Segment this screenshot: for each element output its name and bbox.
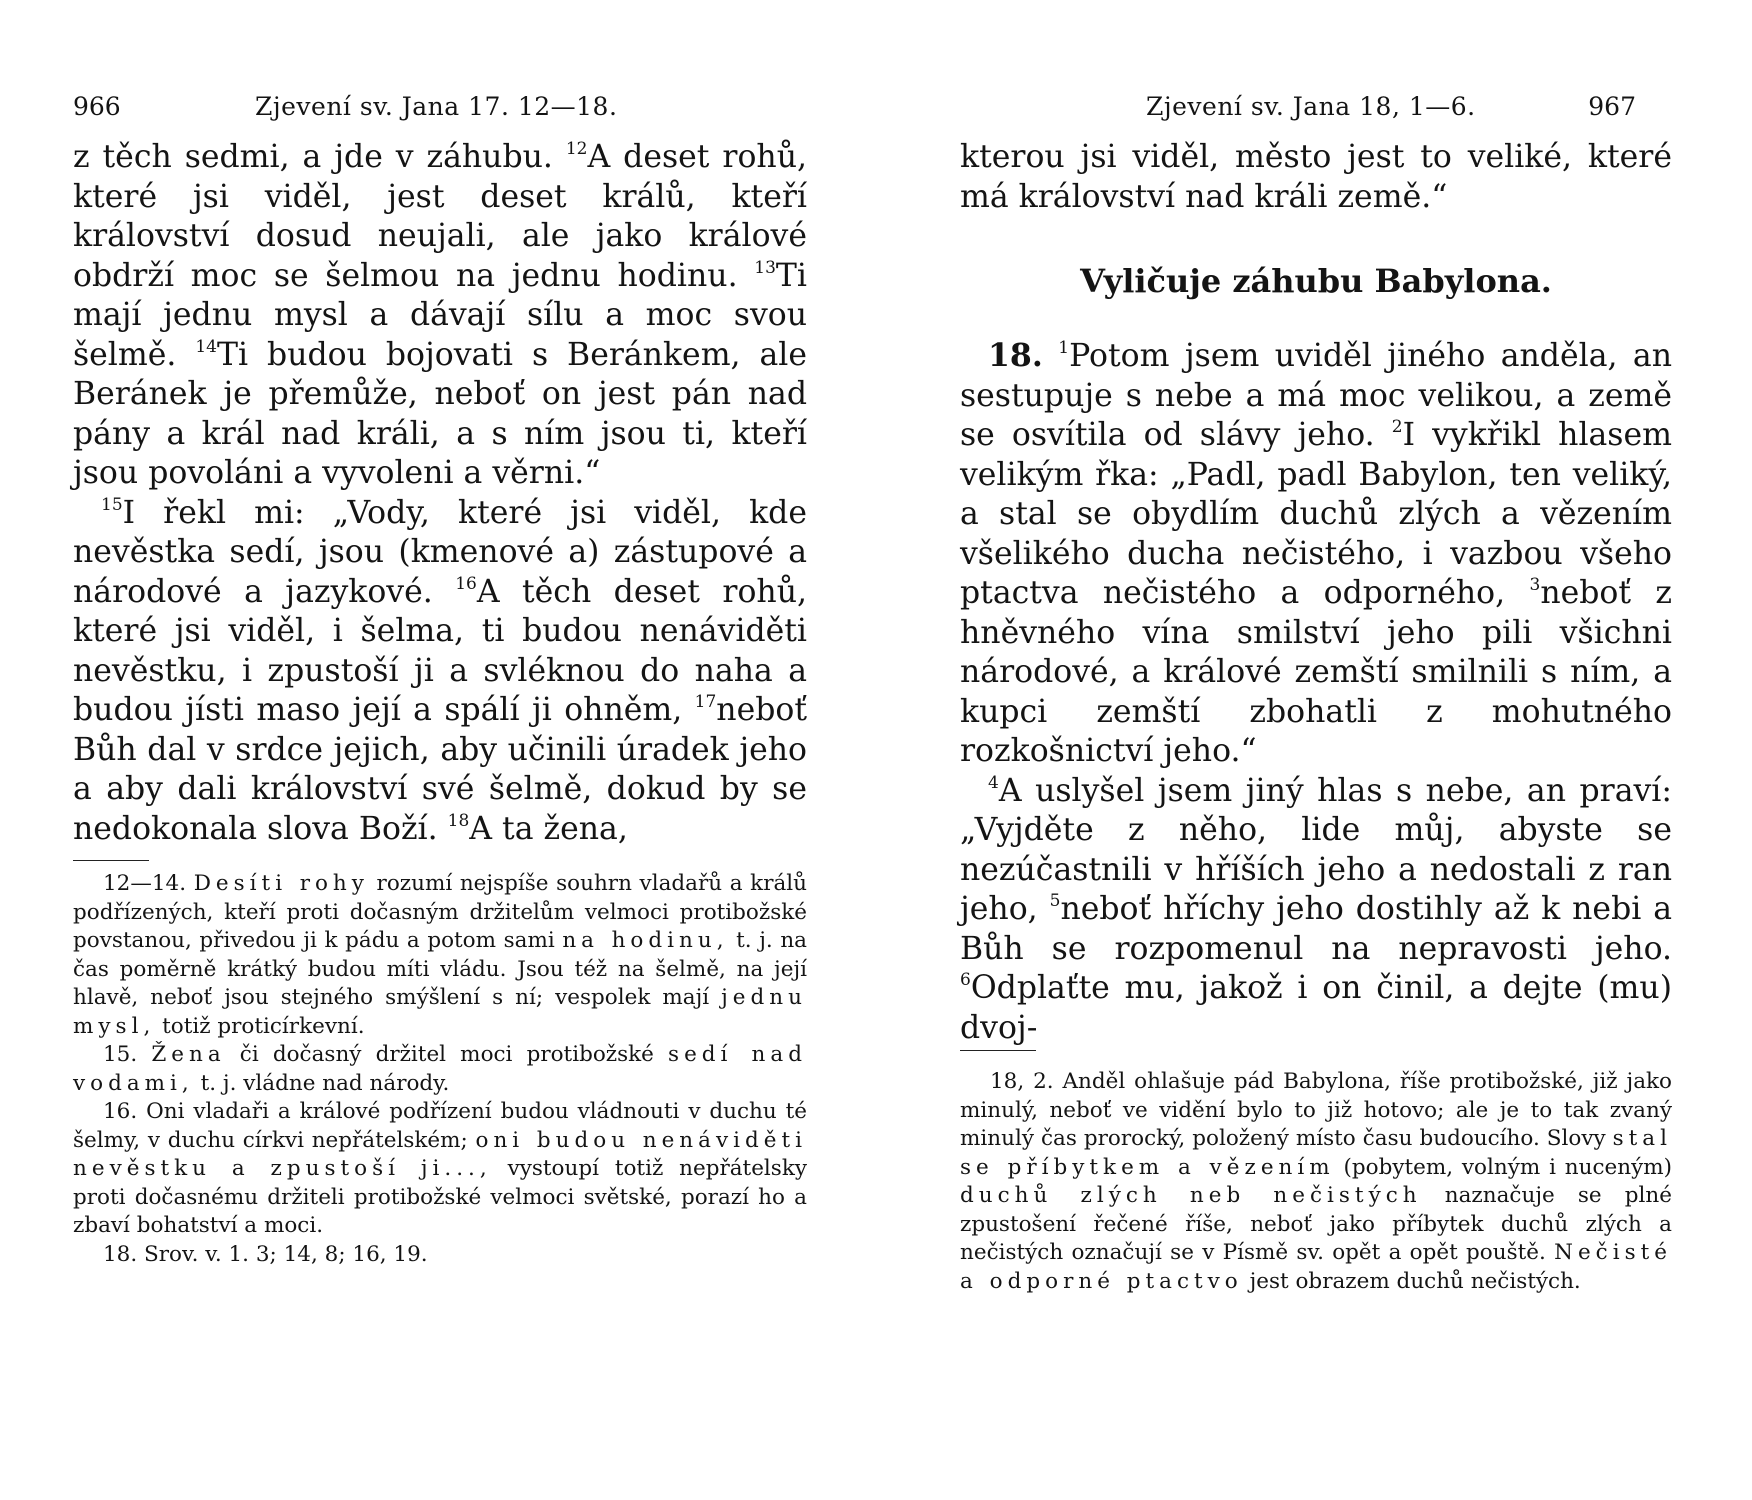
verse-number: 13	[754, 257, 776, 278]
text-run: Potom jsem uviděl jiného anděla, an sestupuje s nebe a má moc velikou, a země se osvítila od slávy jeho.	[960, 338, 1672, 453]
text-run: neboť z hněvného vína smilství jeho pili všichni národové, a králové zemští smilnili s ním, a kupci zemští zbohatli z mohutného rozkošnictví jeho.“	[960, 575, 1673, 769]
footnote	[73, 870, 807, 1041]
text-run: neboť hříchy jeho dostihly až k nebi a Bůh se rozpomenul na nepravosti jeho.	[960, 891, 1673, 967]
main-text	[960, 138, 1672, 217]
main-text-continued	[960, 336, 1672, 1048]
paragraph	[73, 494, 807, 850]
footnote-ref: 18, 2.	[990, 1069, 1063, 1094]
text-run: A těch deset rohů, které jsi viděl, i šelma, ti budou nenáviděti nevěstku, i zpustoší ji a svléknou do naha a budou jísti maso její a spálí ji ohněm,	[73, 573, 807, 728]
text-run: Nečisté a odporné ptactvo	[960, 1240, 1672, 1294]
verse-number: 18	[447, 810, 470, 831]
paragraph: kterou jsi viděl, město jest to veliké, které má království nad králi země.“	[960, 139, 1672, 215]
text-run: Anděl ohlašuje pád Babylona, říše protibožské, již jako minulý, neboť ve vidění bylo to již hotovo; ale je to tak zvaný minulý čas prorocký, položený místo času budoucího. Slovy	[960, 1069, 1672, 1151]
text-run: totiž proticírkevní.	[155, 1013, 365, 1039]
text-run: 18. Srov. v. 1. 3; 14, 8; 16, 19.	[103, 1241, 428, 1267]
verse-number: 6	[960, 970, 971, 990]
verse-number: 3	[1529, 575, 1541, 595]
text-run: jest obrazem duchů nečistých.	[1242, 1268, 1581, 1294]
text-run: Desíti rohy	[193, 871, 369, 896]
text-run: I řekl mi: „Vody, které jsi viděl, kde nevěstka sedí, jsou (kmenové a) zástupové a národové a jazykové.	[73, 494, 807, 610]
paragraph	[73, 138, 807, 494]
text-run: neboť Bůh dal v srdce jejich, aby učinili úradek jeho a aby dali království své šelmě, dokud by se nedokonala slova Boží.	[73, 692, 807, 847]
text-run: sedí nad vodami,	[73, 1042, 807, 1096]
verse-number: 1	[1058, 338, 1070, 358]
text-run: Oni vladaři a králové podřízení budou vládnouti v duchu té šelmy, v duchu církvi nepřátelském;	[73, 1099, 807, 1153]
text-run: stal se příbytkem a vězením	[960, 1126, 1672, 1180]
main-text	[73, 138, 807, 849]
verse-number: 14	[195, 336, 217, 357]
verse-number: 12	[565, 139, 588, 159]
verse-number: 15	[101, 494, 123, 515]
text-run: oni budou nenáviděti nevěstku a zpustoší ji...,	[73, 1127, 808, 1181]
verse-number: 5	[1049, 891, 1061, 911]
text-run: A ta žena,	[469, 810, 628, 847]
right-page	[876, 0, 1752, 1500]
text-run: Ti budou bojovati s Beránkem, ale Beránek je přemůže, neboť on jest pán nad pány a král nad králi, a s ním jsou ti, kteří jsou povoláni a vyvoleni a věrni.“	[73, 336, 808, 491]
text-run: naznačuje se plné zpustošení řečené říše, neboť jako příbytek duchů zlých a nečistých označují se v Písmě sv. opět a opět pouště.	[960, 1183, 1672, 1265]
verse-number: 2	[1391, 417, 1403, 437]
text-run: A deset rohů, které jsi viděl, jest deset králů, kteří království dosud neujali, ale jako králové obdrží moc se šelmou na jednu hodinu.	[73, 139, 807, 294]
text-run: t. j. na čas poměrně krátký budou míti vládu. Jsou též na šelmě, na její hlavě, neboť jsou stejného smýšlení s ní; vespolek mají	[73, 928, 807, 1010]
verse-number: 16	[455, 573, 477, 594]
footnote-divider	[73, 860, 149, 862]
footnote-ref: 15.	[103, 1042, 152, 1067]
footnotes	[73, 870, 807, 1269]
text-run: Ti mají jednu mysl a dávají sílu a moc svou šelmě.	[73, 257, 807, 373]
footnote-ref: 16.	[103, 1099, 147, 1124]
section-heading-wrap	[960, 262, 1672, 300]
footnote-ref: 12—14.	[103, 871, 194, 896]
text-run: rozumí nejspíše souhrn vladařů a králů podřízených, kteří proti dočasným držitelům velmoci protibožské povstanou, přivedou ji k pádu a potom sami	[73, 871, 808, 953]
text-run: či dočasný držitel moci protibožské	[225, 1042, 669, 1067]
paragraph	[960, 772, 1672, 1049]
text-run: duchů zlých neb nečistých	[960, 1183, 1422, 1208]
footnote-divider	[960, 1050, 1036, 1052]
running-head: Zjevení sv. Jana 17. 12—18.	[255, 92, 618, 121]
footnote	[73, 1041, 807, 1098]
paragraph	[960, 336, 1672, 772]
footnotes	[960, 1068, 1672, 1296]
text-run: vystoupí totiž nepřátelsky proti dočasnému držiteli protibožské velmoci světské, porazí ho a zbaví bohatství a moci.	[73, 1156, 808, 1238]
footnote	[960, 1068, 1672, 1296]
page-number: 966	[73, 92, 121, 121]
text-run: Žena	[151, 1042, 226, 1067]
verse-number: 4	[988, 772, 999, 793]
text-run: z těch sedmi, a jde v záhubu.	[73, 139, 566, 175]
verse-number: 17	[694, 692, 717, 712]
page-number: 967	[1588, 92, 1636, 121]
section-heading: Vyličuje záhubu Babylona.	[1080, 262, 1552, 300]
text-run: Odplaťte mu, jakož i on činil, a dejte (mu) dvoj-	[960, 970, 1672, 1046]
text-run: t. j. vládne nad národy.	[193, 1070, 450, 1096]
running-head: Zjevení sv. Jana 18, 1—6.	[1146, 92, 1476, 121]
text-run: I vykřikl hlasem velikým řka: „Padl, padl Babylon, ten veliký, a stal se obydlím duchů zlých a vězením všelikého ducha nečistého, i vazbou všeho ptactva nečistého a odporného,	[960, 417, 1672, 611]
footnote	[73, 1241, 807, 1270]
text-run: A uslyšel jsem jiný hlas s nebe, an praví: „Vyjděte z něho, lide můj, abyste se nezúčastnili v hříších jeho a nedostali z ran jeho,	[960, 772, 1672, 927]
chapter-number: 18.	[988, 337, 1043, 374]
footnote	[73, 1098, 807, 1241]
text-run: (pobytem, volným i nuceným)	[1334, 1154, 1672, 1180]
text-run: na hodinu,	[562, 928, 729, 953]
text-run: jednu mysl,	[73, 985, 807, 1039]
